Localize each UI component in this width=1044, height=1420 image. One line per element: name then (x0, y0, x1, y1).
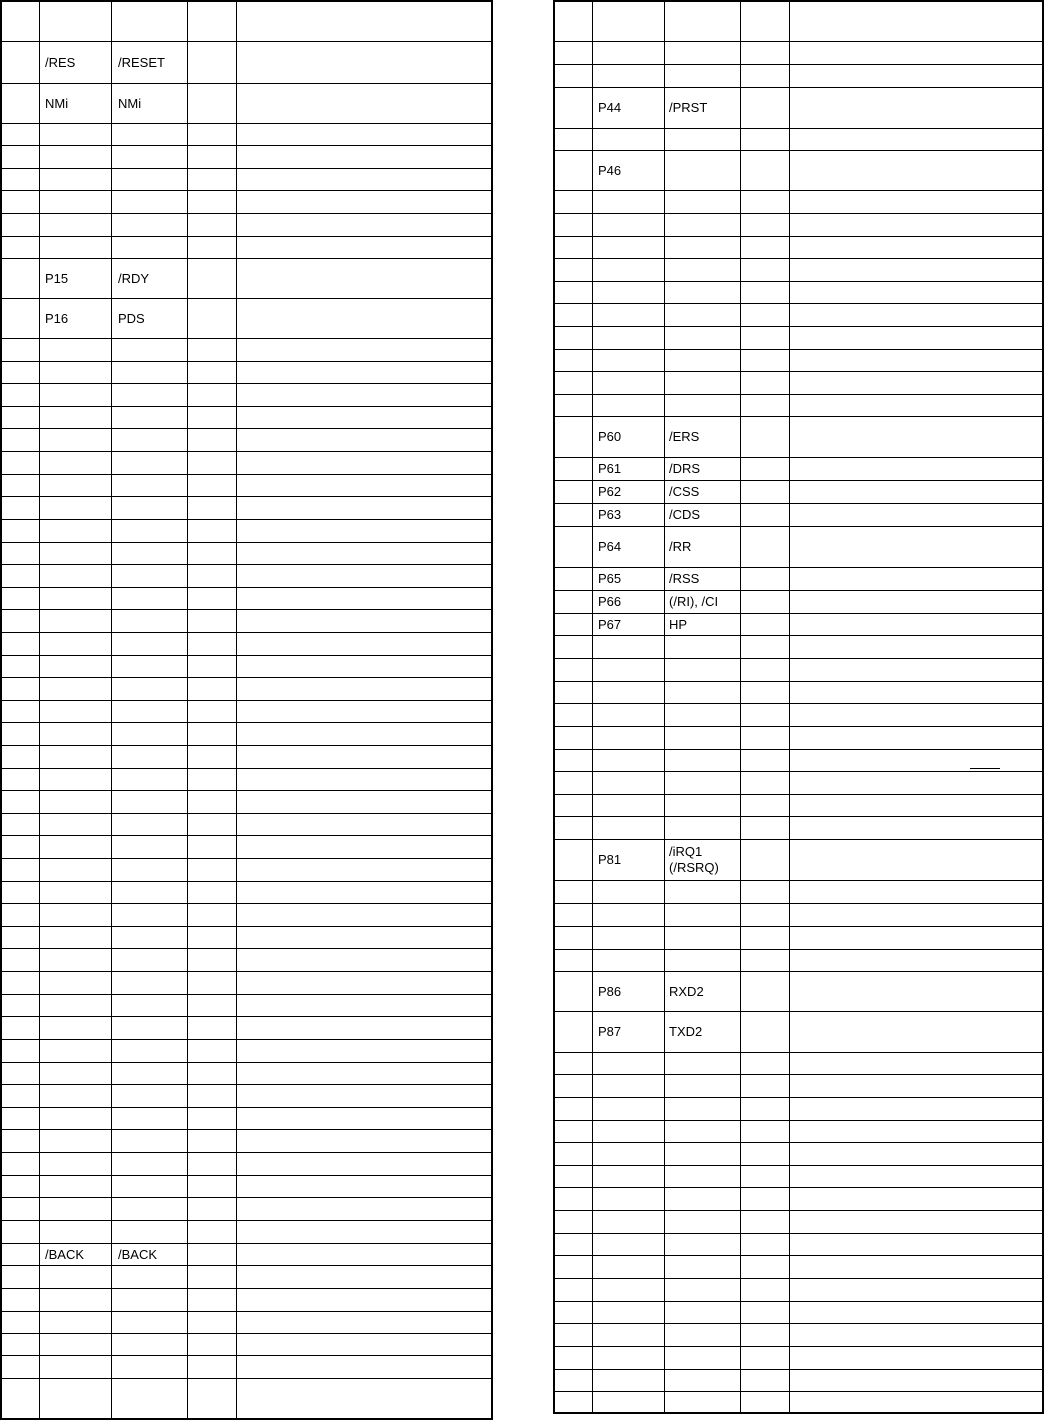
table-row (2, 1017, 491, 1040)
table-row (2, 927, 491, 949)
table-row (2, 1198, 491, 1221)
table-row (2, 1379, 491, 1420)
table-row (555, 1166, 1042, 1188)
table-row (555, 591, 1042, 614)
table-row (2, 678, 491, 701)
function-name-cell: /RDY (118, 270, 150, 286)
table-row (555, 927, 1042, 950)
table-row (555, 504, 1042, 527)
table-row (555, 904, 1042, 927)
table-row (2, 1312, 491, 1334)
port-name-cell: P64 (598, 539, 622, 554)
table-row (555, 304, 1042, 327)
table-row (2, 565, 491, 588)
table-row (2, 769, 491, 791)
table-row (2, 972, 491, 995)
function-name-cell: /CDS (669, 507, 701, 522)
port-name-cell: P66 (598, 594, 622, 609)
table-row (2, 1266, 491, 1289)
table-row (555, 1098, 1042, 1121)
table-row (555, 259, 1042, 282)
table-row (2, 520, 491, 543)
port-name-cell: NMi (45, 95, 69, 111)
table-row (2, 1176, 491, 1198)
port-name-cell: /BACK (45, 1246, 85, 1262)
table-row (2, 1244, 491, 1266)
table-row (2, 1334, 491, 1356)
function-name-cell: RXD2 (669, 983, 704, 999)
table-row (2, 384, 491, 407)
table-row (2, 1108, 491, 1130)
port-name-cell: P87 (598, 1024, 622, 1039)
table-row (2, 2, 491, 42)
function-name-cell: /DRS (669, 461, 701, 476)
table-row (555, 1302, 1042, 1324)
table-row (2, 701, 491, 723)
port-name-cell: P16 (45, 310, 69, 326)
table-row (555, 614, 1042, 636)
table-row (2, 791, 491, 814)
port-name-cell: P81 (598, 852, 622, 867)
function-name-cell: /PRST (669, 100, 708, 115)
port-name-cell: P63 (598, 507, 622, 522)
right-pin-table (553, 0, 1044, 1414)
table-row (2, 452, 491, 475)
function-name-cell: /iRQ1 (/RSRQ) (669, 844, 719, 875)
table-row (555, 88, 1042, 129)
table-row (555, 151, 1042, 191)
table-row (555, 950, 1042, 972)
table-row (2, 475, 491, 497)
table-row (2, 146, 491, 169)
table-row (555, 327, 1042, 350)
table-row (555, 1012, 1042, 1053)
table-row (2, 904, 491, 927)
table-row (555, 704, 1042, 727)
port-name-cell: P46 (598, 162, 622, 178)
table-row (2, 362, 491, 384)
port-name-cell: P62 (598, 484, 622, 499)
table-row (2, 169, 491, 191)
table-row (555, 1143, 1042, 1166)
table-row (555, 1211, 1042, 1234)
table-row (2, 42, 491, 84)
function-name-cell: NMi (118, 95, 142, 111)
table-row (555, 65, 1042, 88)
table-row (2, 836, 491, 859)
table-row (555, 191, 1042, 214)
table-row (555, 1053, 1042, 1075)
table-row (555, 1370, 1042, 1392)
table-row (555, 129, 1042, 151)
table-row (2, 633, 491, 656)
table-row (555, 1392, 1042, 1414)
function-name-cell: /ERS (669, 429, 700, 444)
port-name-cell: P44 (598, 100, 622, 115)
table-row (555, 458, 1042, 481)
table-row (2, 339, 491, 362)
table-row (2, 995, 491, 1017)
port-name-cell: P65 (598, 571, 622, 586)
table-row (555, 42, 1042, 65)
function-name-cell: /RR (669, 539, 692, 554)
table-row (555, 636, 1042, 659)
table-row (555, 481, 1042, 504)
table-row (2, 124, 491, 146)
left-pin-table (0, 0, 493, 1420)
table-row (2, 1130, 491, 1153)
table-row (2, 429, 491, 452)
table-row (2, 407, 491, 429)
function-name-cell: (/RI), /CI (669, 594, 719, 609)
table-row (2, 1356, 491, 1379)
port-name-cell: P67 (598, 616, 622, 632)
function-name-cell: /RSS (669, 571, 700, 586)
table-row (2, 882, 491, 904)
table-row (555, 282, 1042, 304)
port-name-cell: P86 (598, 983, 622, 999)
table-row (2, 1153, 491, 1176)
table-row (555, 1121, 1042, 1143)
table-row (555, 840, 1042, 881)
table-row (555, 1234, 1042, 1256)
table-row (555, 237, 1042, 259)
table-row (555, 727, 1042, 750)
table-row (555, 417, 1042, 458)
table-row (2, 814, 491, 836)
function-name-cell: /CSS (669, 484, 700, 499)
table-row (555, 2, 1042, 42)
table-row (2, 656, 491, 678)
table-row (555, 1256, 1042, 1279)
table-row (555, 750, 1042, 772)
port-name-cell: P61 (598, 461, 622, 476)
table-row (2, 588, 491, 610)
table-row (555, 772, 1042, 795)
table-row (2, 1063, 491, 1085)
table-row (555, 1188, 1042, 1211)
function-name-cell: /RESET (118, 54, 165, 70)
table-row (555, 214, 1042, 237)
table-row (2, 859, 491, 882)
table-row (2, 1289, 491, 1312)
table-row (2, 299, 491, 339)
table-row (555, 1347, 1042, 1370)
port-name-cell: P60 (598, 429, 622, 444)
table-row (2, 949, 491, 972)
table-row (2, 191, 491, 214)
table-row (2, 1040, 491, 1063)
table-row (2, 84, 491, 124)
function-name-cell: PDS (118, 310, 145, 326)
function-name-cell: /BACK (118, 1246, 158, 1262)
port-name-cell: P15 (45, 270, 69, 286)
table-row (2, 1221, 491, 1244)
port-name-cell: /RES (45, 54, 76, 70)
table-row (2, 746, 491, 769)
table-row (2, 723, 491, 746)
table-row (555, 659, 1042, 682)
table-row (2, 543, 491, 565)
table-row (555, 1324, 1042, 1347)
table-row (2, 259, 491, 299)
table-row (555, 350, 1042, 372)
table-row (2, 214, 491, 237)
table-row (555, 1279, 1042, 1302)
table-row (555, 817, 1042, 840)
table-row (555, 795, 1042, 817)
table-row (555, 972, 1042, 1012)
table-row (2, 237, 491, 259)
table-row (2, 610, 491, 633)
table-row (555, 372, 1042, 395)
table-row (555, 682, 1042, 704)
table-row (555, 527, 1042, 568)
table-row (555, 395, 1042, 417)
table-row (555, 881, 1042, 904)
table-row (2, 1085, 491, 1108)
table-row (2, 497, 491, 520)
table-row (555, 1075, 1042, 1098)
function-name-cell: HP (669, 616, 688, 632)
table-row (555, 568, 1042, 591)
function-name-cell: TXD2 (669, 1024, 703, 1039)
overline-mark (970, 768, 1000, 769)
